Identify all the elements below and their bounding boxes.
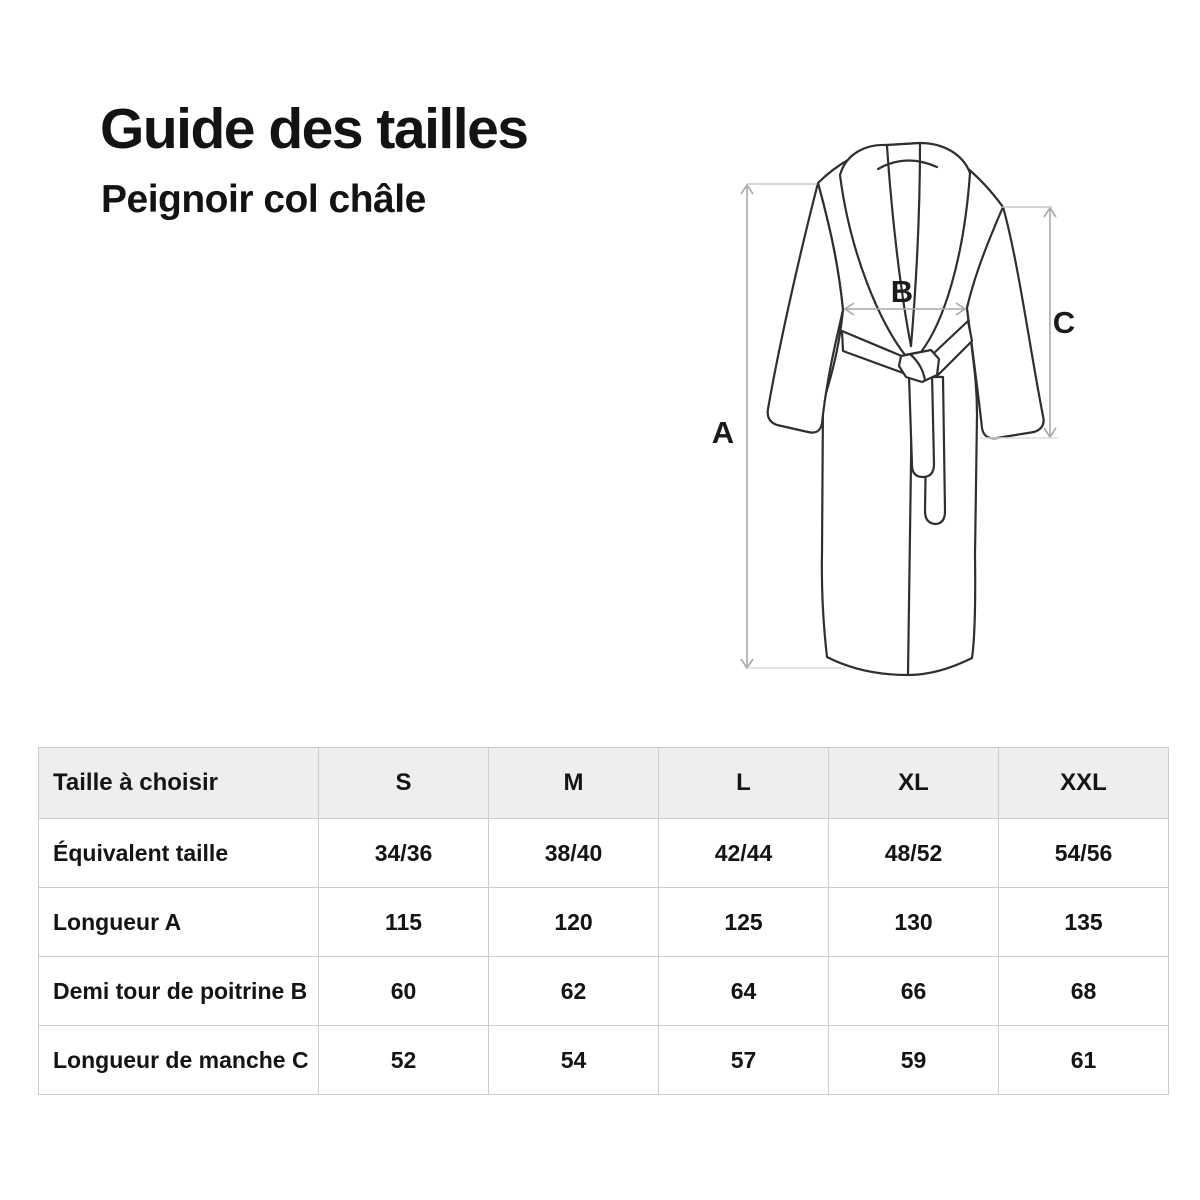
table-header-size-l: L: [659, 748, 829, 819]
measure-label-a: A: [711, 415, 735, 450]
size-value: 62: [489, 957, 659, 1026]
robe-belt-tie-front: [909, 374, 934, 477]
size-value: 120: [489, 888, 659, 957]
size-table-header-row: [39, 748, 1169, 819]
size-value: 64: [659, 957, 829, 1026]
table-row-length-a: [39, 888, 1169, 957]
size-value: 135: [999, 888, 1169, 957]
table-header-choose-size: Taille à choisir: [39, 748, 319, 819]
row-label: Équivalent taille: [39, 819, 319, 888]
measure-arrow-a: [741, 185, 753, 668]
table-row-half-chest-b: [39, 957, 1169, 1026]
robe-measurement-diagram: [680, 125, 1160, 745]
table-row-equivalent-size: [39, 819, 1169, 888]
measure-label-c: C: [1052, 305, 1076, 340]
size-value: 60: [319, 957, 489, 1026]
size-value: 52: [319, 1026, 489, 1095]
size-table: [38, 747, 1169, 1095]
size-value: 61: [999, 1026, 1169, 1095]
size-value: 48/52: [829, 819, 999, 888]
size-value: 59: [829, 1026, 999, 1095]
table-header-size-xl: XL: [829, 748, 999, 819]
size-value: 54/56: [999, 819, 1169, 888]
row-label: Longueur de manche C: [39, 1026, 319, 1095]
measure-label-b: B: [890, 274, 914, 309]
table-header-size-m: M: [489, 748, 659, 819]
size-value: 42/44: [659, 819, 829, 888]
size-value: 34/36: [319, 819, 489, 888]
size-value: 125: [659, 888, 829, 957]
size-value: 115: [319, 888, 489, 957]
size-value: 54: [489, 1026, 659, 1095]
size-value: 130: [829, 888, 999, 957]
row-label: Demi tour de poitrine B: [39, 957, 319, 1026]
size-value: 66: [829, 957, 999, 1026]
row-label: Longueur A: [39, 888, 319, 957]
table-header-size-s: S: [319, 748, 489, 819]
page-title: Guide des tailles: [100, 97, 528, 161]
table-row-sleeve-length-c: [39, 1026, 1169, 1095]
robe-drawing: [768, 143, 1044, 675]
table-header-size-xxl: XXL: [999, 748, 1169, 819]
page-subtitle: Peignoir col châle: [101, 178, 426, 221]
size-value: 68: [999, 957, 1169, 1026]
size-value: 38/40: [489, 819, 659, 888]
size-value: 57: [659, 1026, 829, 1095]
